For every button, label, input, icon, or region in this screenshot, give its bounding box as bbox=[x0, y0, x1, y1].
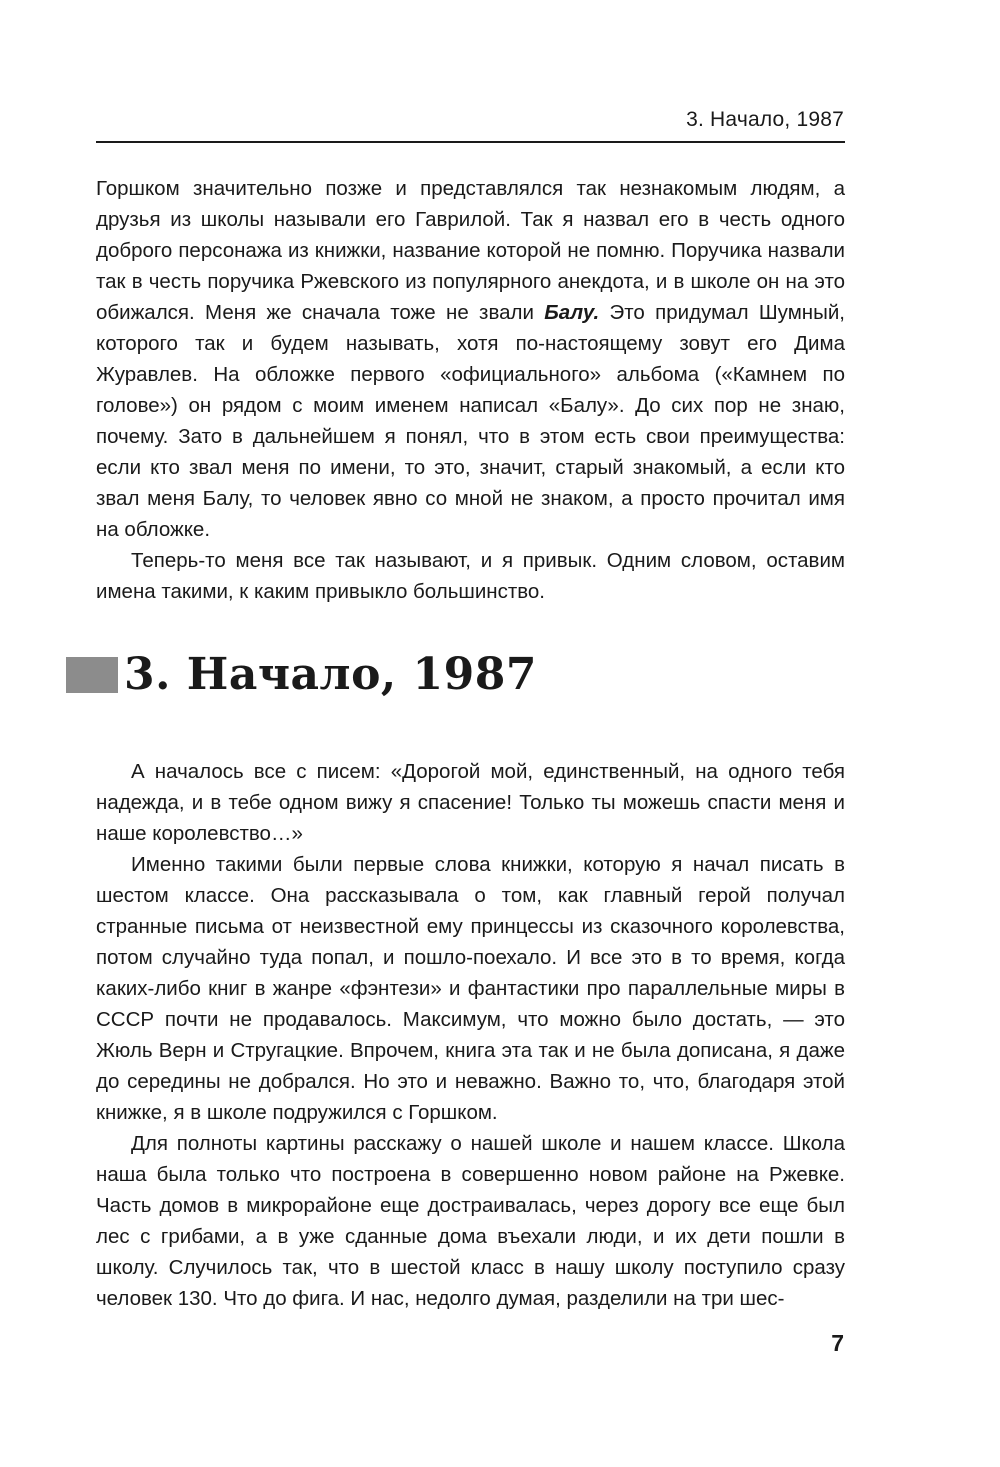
chapter-title: 3. Начало, 1987 bbox=[124, 649, 538, 700]
paragraph: Именно такими были первые слова книжки, которую я начал писать в шестом классе. Она рассказывала о том, как главный герой получал странные письма от неизвестной ему принцессы из сказочного королевства, потом случайно туда попал, и пошло-поехало. И все это в то время, когда каких-либо книг в жанре «фэнтези» и фантастики про параллельные миры в СССР почти не продавалось. Максимум, что можно было достать, — это Жюль Верн и Стругацкие. Впрочем, книга эта так и не была дописана, я даже до середины не добрался. Но это и неважно. Важно то, что, благодаря этой книжке, я в школе подружился с Горшком. bbox=[96, 853, 845, 1124]
paragraph: Для полноты картины расскажу о нашей школе и нашем классе. Школа наша была только что построена в совершенно новом районе на Ржевке. Часть домов в микрорайоне еще достраивалась, через дорогу все еще был лес с грибами, а в уже сданные дома въехали люди, и их дети пошли в школу. Случилось так, что в шестой класс в нашу школу поступило сразу человек 130. Что до фига. И нас, недолго думая, разделили на три шес- bbox=[96, 1132, 845, 1310]
chapter-marker-block bbox=[66, 657, 118, 693]
paragraph bbox=[96, 173, 845, 545]
running-header: 3. Начало, 1987 bbox=[686, 108, 844, 131]
paragraph: А началось все с писем: «Дорогой мой, единственный, на одного тебя надежда, и в тебе одном вижу я спасение! Только ты можешь спасти меня и наше королевство…» bbox=[96, 760, 845, 845]
page-number: 7 bbox=[831, 1330, 844, 1356]
header-divider bbox=[96, 141, 845, 143]
paragraph-text: Горшком значительно позже и представлялся так незнакомым людям, а друзья из школы называли его Гаврилой. Так я назвал его в честь одного доброго персонажа из книжки, название которой не помню. Поручика назвали так в честь поручика Ржевского из популярного анекдота, и в школе он на это обижался. Меня же сначала тоже не звали bbox=[96, 177, 845, 324]
paragraph: Теперь-то меня все так называют, и я привык. Одним словом, оставим имена такими, к каким привыкло большинство. bbox=[96, 549, 845, 603]
emphasized-name: Балу. bbox=[544, 301, 600, 324]
text-section-top bbox=[96, 173, 845, 607]
chapter-heading bbox=[66, 645, 537, 705]
text-section-bottom bbox=[96, 756, 845, 1314]
paragraph-text: Это придумал Шумный, которого так и будем называть, хотя по-настоящему зовут его Дима Журавлев. На обложке первого «официального» альбома («Камнем по голове») он рядом с моим именем написал «Балу». До сих пор не знаю, почему. Зато в дальнейшем я понял, что в этом есть свои преимущества: если кто звал меня по имени, то это, значит, старый знакомый, а если кто звал меня Балу, то человек явно со мной не знаком, а просто прочитал имя на обложке. bbox=[96, 301, 845, 541]
